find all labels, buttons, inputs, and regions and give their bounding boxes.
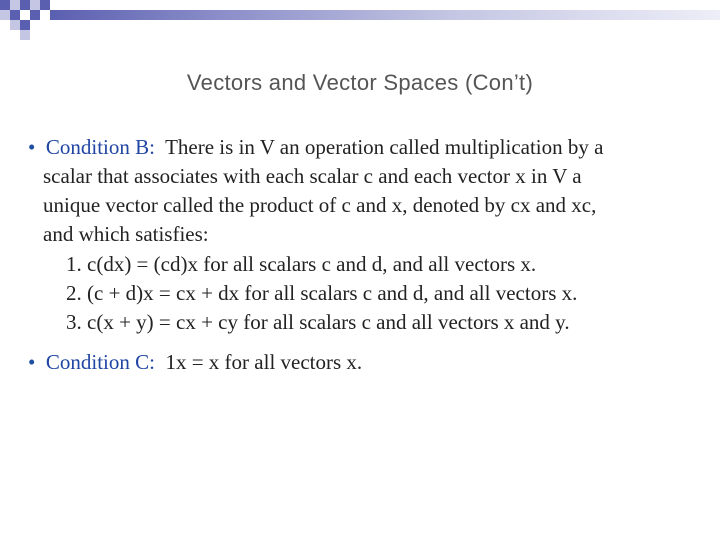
decor-square [0,0,10,10]
decor-square [20,20,30,30]
condition-c-label: Condition C: [45,350,155,374]
condition-b-label: Condition B: [45,135,155,159]
decor-square [10,10,20,20]
decor-square [20,30,30,40]
sub-item-1: 1. c(dx) = (cd)x for all scalars c and d, and all vectors x. [66,252,537,276]
bullet-c-line [28,349,362,375]
decor-square [20,0,30,10]
decor-square [30,10,40,20]
slide-title: Vectors and Vector Spaces (Con’t) [186,70,534,95]
decor-square [40,0,50,10]
bullet-b-line-2: scalar that associates with each scalar c and each vector x in V a [43,164,582,188]
decor-square [0,10,10,20]
decor-gradient-bar [50,10,720,20]
sub-item-3: 3. c(x + y) = cx + cy for all scalars c and all vectors x and y. [66,310,570,334]
condition-c-text: 1x = x for all vectors x. [165,350,363,374]
bullet-marker: • [28,135,36,159]
decor-square [30,0,40,10]
decor-square [10,20,20,30]
bullet-b-line-4: and which satisfies: [43,222,209,246]
bullet-marker: • [28,350,36,374]
condition-b-text: There is in V an operation called multiplication by a [165,135,604,159]
header-decoration [0,0,720,50]
sub-item-2: 2. (c + d)x = cx + dx for all scalars c and d, and all vectors x. [66,281,578,305]
decor-square [10,0,20,10]
bullet-b-line-3: unique vector called the product of c and x, denoted by cx and xc, [43,193,597,217]
bullet-b-line-1 [28,134,603,160]
